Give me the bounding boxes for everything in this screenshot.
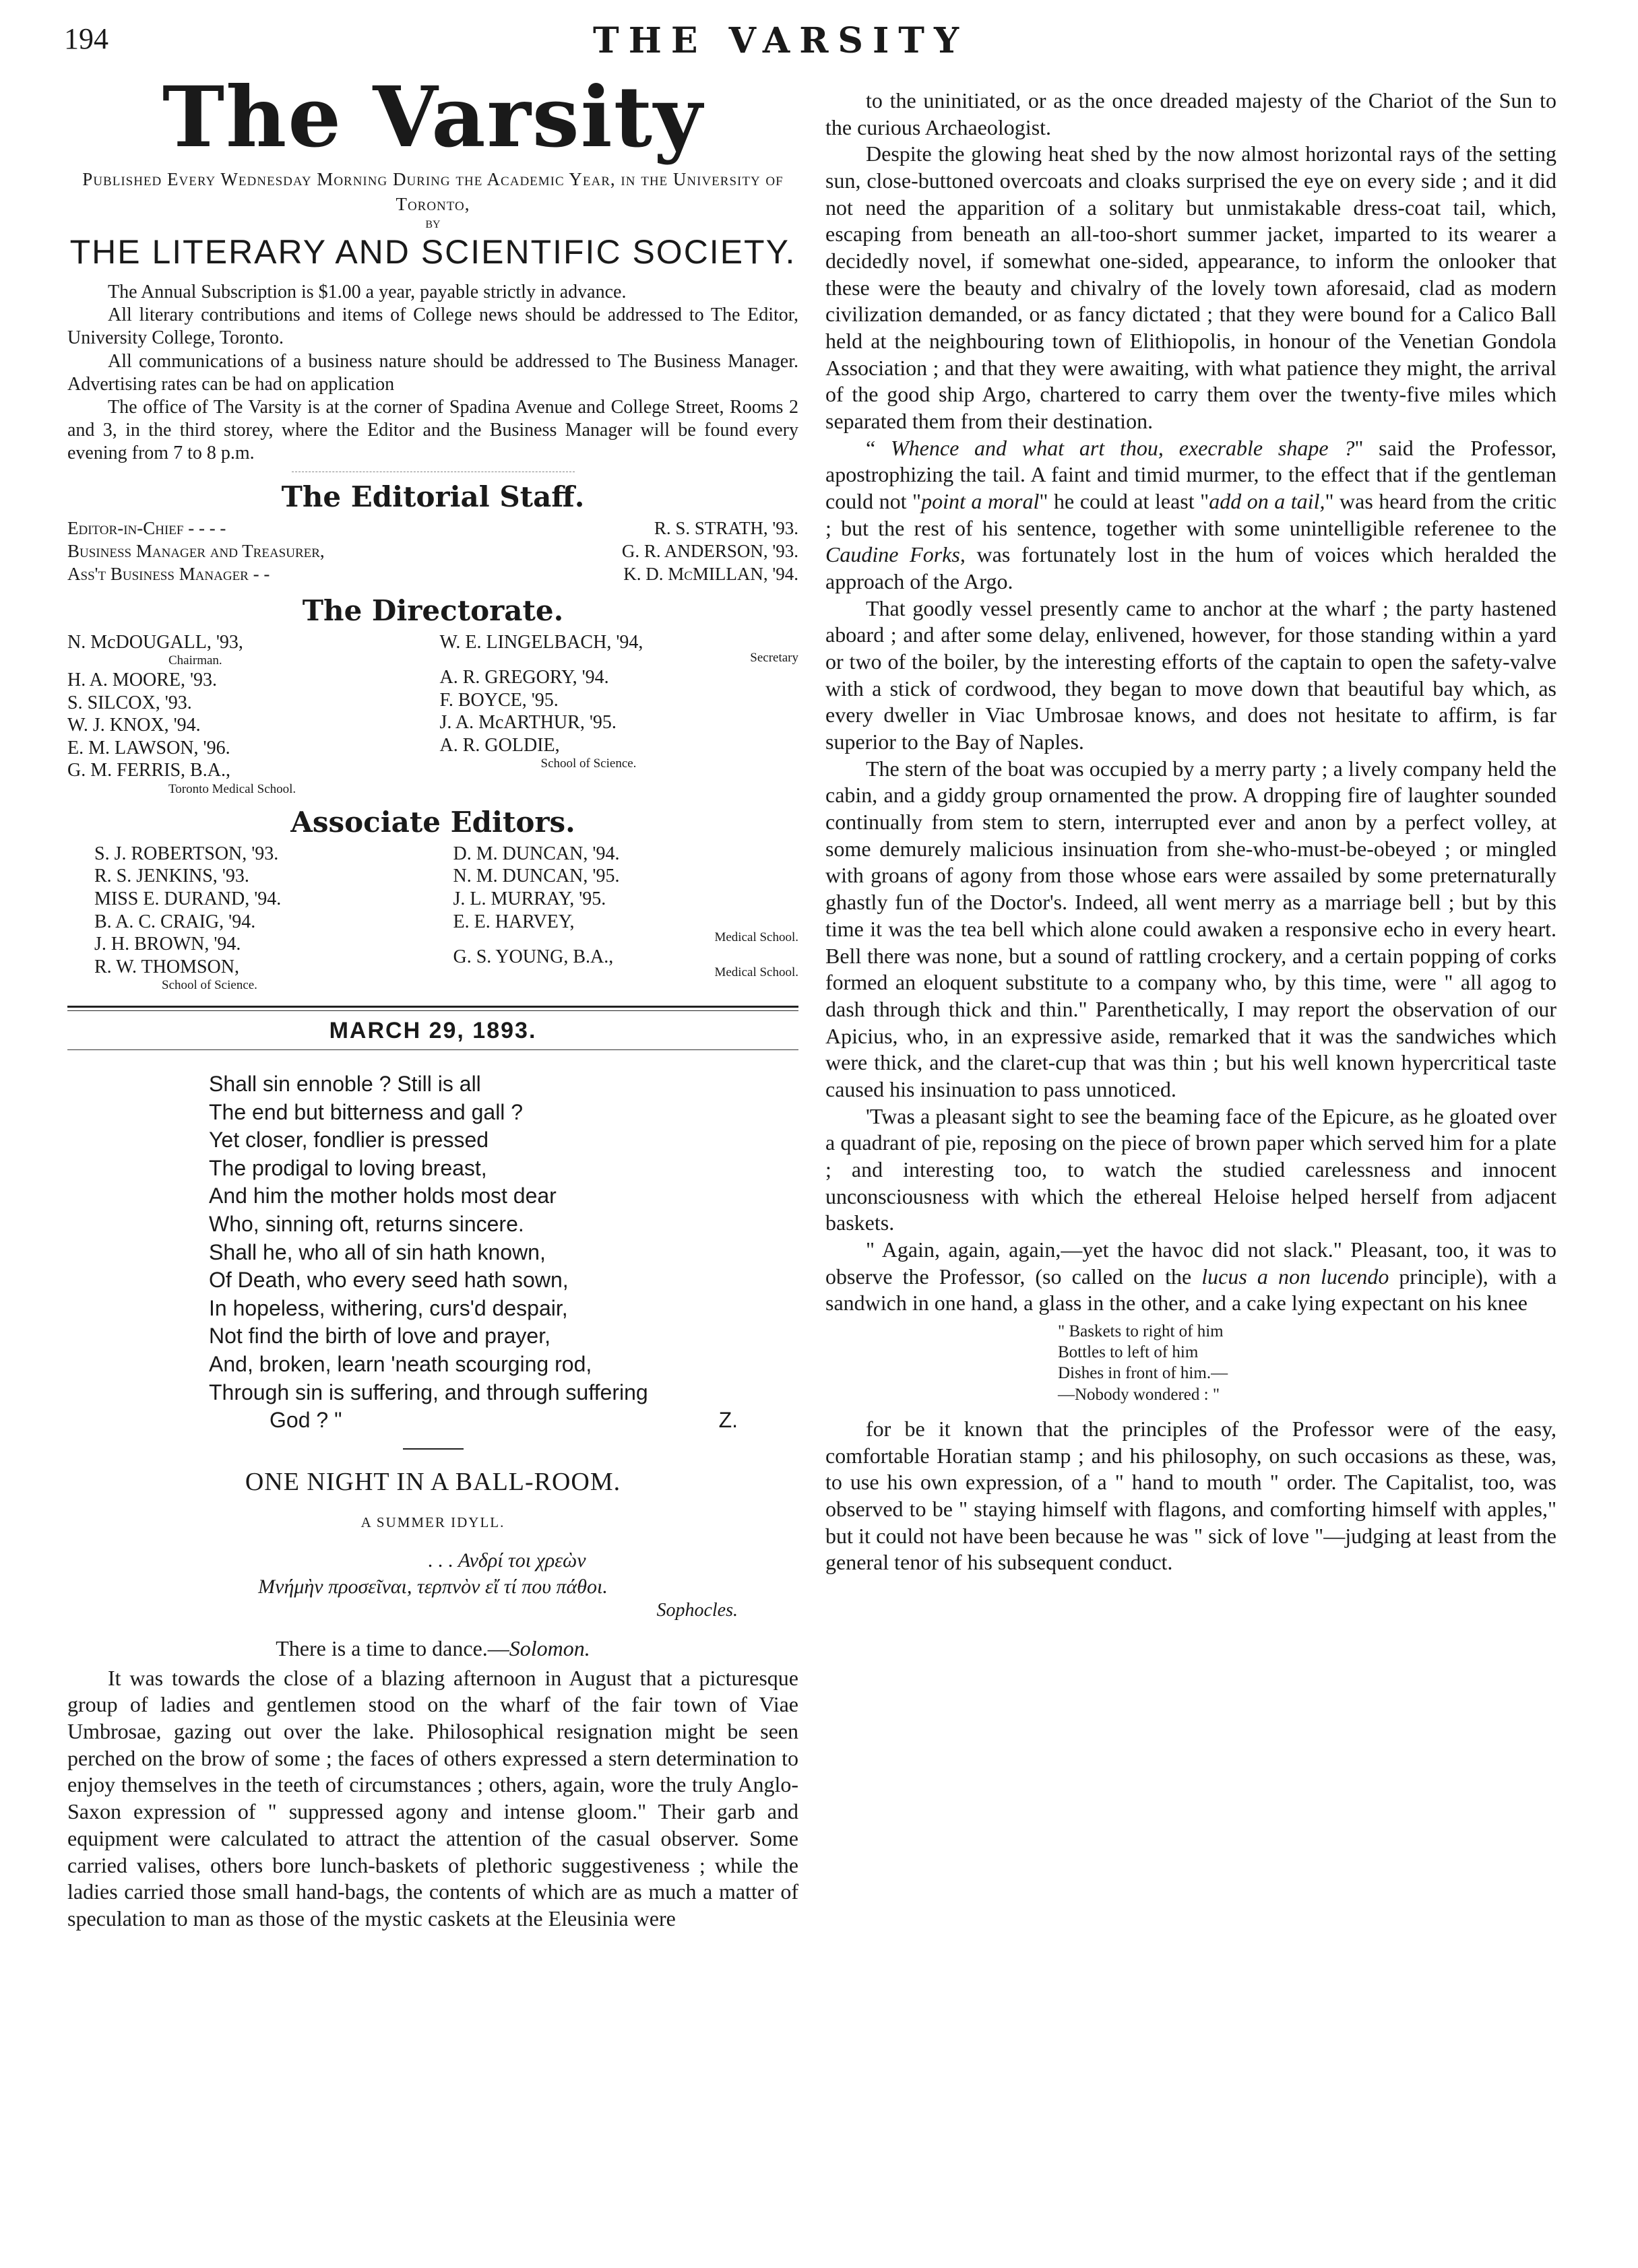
article-paragraph xyxy=(825,1237,1556,1317)
staff-row xyxy=(67,517,798,540)
poem-line: Who, sinning oft, returns sincere. xyxy=(209,1212,524,1237)
associate-left xyxy=(94,843,440,994)
article-paragraph: That goodly vessel presently came to anchor at the wharf ; the party hastened aboard ; and after some delay, enlivened, however, for those standing within a yard or two of the boiler, by the interesting efforts of the captain to open the safety-valve with a stick of cordwood, they began to move down that beautiful bay which, as every dweller in Viac Umbrosae knows, and does not hesitate to affirm, is far superior to the Bay of Naples. xyxy=(825,595,1556,754)
staff-row xyxy=(67,563,798,586)
poem-line: In hopeless, withering, curs'd despair, xyxy=(209,1295,568,1320)
text-run: " said the Professor, apostrophizing the tail. A faint and timid murmer, to the effect that if the gentleman could not " xyxy=(825,435,1557,514)
epigraph-source: Sophocles. xyxy=(656,1599,738,1621)
associate-editors-title: Associate Editors. xyxy=(290,805,575,839)
staff-name: R. S. STRATH, '93. xyxy=(654,518,798,539)
motto-text: There is a time to dance.— xyxy=(276,1635,509,1660)
text-run: " he could at least " xyxy=(1039,489,1209,514)
director-note: Toronto Medical School. xyxy=(168,781,296,796)
verse-line: Dishes in front of him.— xyxy=(1058,1364,1228,1383)
poem-line: And, broken, learn 'neath scourging rod, xyxy=(209,1352,592,1377)
editorial-staff-title: The Editorial Staff. xyxy=(281,480,585,514)
poem-line: Yet closer, fondlier is pressed xyxy=(209,1128,489,1153)
poem-line: The end but bitterness and gall ? xyxy=(209,1099,524,1124)
associate-editor: G. S. YOUNG, B.A., xyxy=(453,946,614,967)
staff-role: Ass't Business Manager - - xyxy=(67,563,270,584)
poem-line: The prodigal to loving breast, xyxy=(209,1155,487,1180)
associate-editor: N. M. DUNCAN, '95. xyxy=(453,866,620,887)
poem-signature: Z. xyxy=(718,1408,738,1433)
text-run: " was heard from the critic ; but the rest of his sentence, together with some unintelligible referenee to the xyxy=(825,489,1557,540)
masthead-title: The Varsity xyxy=(162,69,704,166)
associate-note: Medical School. xyxy=(714,965,798,980)
director-note: Chairman. xyxy=(168,653,222,668)
associate-editor: R. S. JENKINS, '93. xyxy=(94,866,249,887)
article-paragraph: for be it known that the principles of the Professor were of the easy, comfortable Horatian stamp ; and his philosophy, on such occasions as these, was, to use his own expression, of a " hand to mouth " order. The Capitalist, too, was observed to be " staying himself with flagons, and comforting himself with apples," but it could not have been because he was " sick of love "—judging at least from the general tenor of his subsequent conduct. xyxy=(825,1416,1556,1575)
divider xyxy=(403,1448,464,1450)
info-contributions: All literary contributions and items of College news should be addressed to The Editor, University College, Toronto. xyxy=(67,304,798,349)
info-office: The office of The Varsity is at the corner of Spadina Avenue and College Street, Rooms 2 and 3, in the third storey, where the Editor and the Business Manager will be found every evening from 7 to 8 p.m. xyxy=(67,396,798,464)
poem-line: God ? " xyxy=(270,1408,342,1433)
text-run: principle), with a sandwich in one hand, a glass in the other, and a cake lying expectant on his knee xyxy=(825,1264,1557,1316)
greek-epigraph-line: Μνήμὴν προσεῖναι, τερπνὸν εἴ τί που πάθοι. xyxy=(258,1575,608,1598)
director: A. R. GOLDIE, xyxy=(439,734,560,756)
directorate-list xyxy=(67,631,798,798)
article-paragraph: The stern of the boat was occupied by a merry party ; a lively company held the cabin, and a giddy group ornamented the prow. A dropping fire of laughter sounded continually from stem to stern, interrupted ever and anon by a perfect volley, at some demurely malicious insinuation from she-who-must-be-obeyed ; or mingled with groans of agony from those whose ears were assailed by some preternaturally ghastly fun of the Doctor's. Indeed, all went merry as a marriage bell ; but by this time it was the tea bell which alone could awaken a responsive echo in every heart. Bell there was none, but a sound of rattling crockery, and a certain popping of corks formed an eloquent substitute to a company who, by this time, were " all agog to dash through thick and thin." Parenthetically, I may report the observation of our Apicius, who, in an expressive aside, remarked that it was the sandwiches which were thick, and the claret-cup that was thin ; but his well known hypercritical taste caused his insinuation to pass unnoticed. xyxy=(825,756,1556,1101)
quote-italic: Whence and what art thou, execrable shape ? xyxy=(891,435,1355,460)
director: H. A. MOORE, '93. xyxy=(67,669,218,690)
director: F. BOYCE, '95. xyxy=(439,689,559,711)
society-name: THE LITERARY AND SCIENTIFIC SOCIETY. xyxy=(69,233,796,271)
director: W. J. KNOX, '94. xyxy=(67,715,201,736)
poem-line: Of Death, who every seed hath sown, xyxy=(209,1268,569,1293)
director-note: Secretary xyxy=(750,651,798,666)
associate-editor: MISS E. DURAND, '94. xyxy=(94,888,282,909)
director: S. SILCOX, '93. xyxy=(67,692,192,713)
associate-note: School of Science. xyxy=(162,978,257,993)
article-paragraph: Despite the glowing heat shed by the now almost horizontal rays of the setting sun, close-buttoned overcoats and cloaks surprised the eye on every side ; and it did not need the apparition of a solitary but unmistakable dress-coat tail, which, escaping from beneath an all-too-short summer jacket, imparted to its wearer a decidedly novel, if somewhat one-sided, appearance, to inform the onlooker that these were the beauty and chivalry of the lovely town aforesaid, clad as modern civilization demanded, or as fancy dictated ; that they were bound for a Calico Ball held at the neighbouring town of Elithiopolis, in honour of the Venetian Gondola Association ; and that they were awaiting, with what patience they might, the arrival of the good ship Argo, chartered to carry them over the twenty-five miles which separated them from their destination. xyxy=(825,141,1556,434)
directorate-left xyxy=(67,631,427,798)
director: W. E. LINGELBACH, '94, xyxy=(439,631,643,653)
associate-editors-list xyxy=(67,843,798,994)
motto xyxy=(67,1636,798,1661)
poem-line: And him the mother holds most dear xyxy=(209,1184,557,1208)
staff-role: Editor-in-Chief - - - - xyxy=(67,518,226,539)
staff-row xyxy=(67,540,798,563)
directorate-title: The Directorate. xyxy=(302,593,564,627)
quote-italic: point a moral xyxy=(921,489,1040,514)
poem-line: Shall he, who all of sin hath known, xyxy=(209,1239,546,1264)
quote-italic: add on a tail, xyxy=(1209,489,1325,514)
quote-italic: Caudine Forks, xyxy=(825,542,966,567)
staff-name: G. R. ANDERSON, '93. xyxy=(621,541,798,562)
article-title: ONE NIGHT IN A BALL-ROOM. xyxy=(245,1467,621,1496)
article-paragraph: 'Twas a pleasant sight to see the beaming face of the Epicure, as he gloated over a quadrant of pie, reposing on the piece of brown paper which served him for a plate ; and interesting too, to watch the studied carelessness and innocent unconsciousness with which the ethereal Heloise helped herself from adjacent baskets. xyxy=(825,1103,1556,1235)
staff-role: Business Manager and Treasurer, xyxy=(67,541,325,562)
associate-right xyxy=(453,843,799,994)
editorial-staff-list xyxy=(67,517,798,585)
poem xyxy=(67,1070,798,1435)
associate-editor: B. A. C. CRAIG, '94. xyxy=(94,911,256,932)
associate-editor: S. J. ROBERTSON, '93. xyxy=(94,843,279,864)
greek-epigraph-line: . . . Ανδρί τοι χρεὼν xyxy=(428,1549,586,1572)
running-title: THE VARSITY xyxy=(593,20,969,61)
motto-source: Solomon. xyxy=(509,1635,590,1660)
associate-editor: R. W. THOMSON, xyxy=(94,956,239,977)
article-subtitle: A SUMMER IDYLL. xyxy=(360,1514,505,1530)
associate-editor: J. H. BROWN, '94. xyxy=(94,934,241,955)
staff-name: K. D. McMILLAN, '94. xyxy=(623,563,798,584)
poem-line: Through sin is suffering, and through suffering xyxy=(209,1380,648,1404)
verse-quote xyxy=(825,1321,1556,1405)
article-paragraph: to the uninitiated, or as the once dreaded majesty of the Chariot of the Sun to the curious Archaeologist. xyxy=(825,88,1556,139)
date-rule-bottom xyxy=(67,1049,798,1050)
poem-line: Not find the birth of love and prayer, xyxy=(209,1324,550,1349)
text-run: was fortunately lost in the hum of voices which heralded the approach of the Argo. xyxy=(825,542,1557,594)
associate-note: Medical School. xyxy=(714,930,798,945)
director-note: School of Science. xyxy=(540,756,637,771)
date-rule xyxy=(67,1006,798,1011)
associate-editor: E. E. HARVEY, xyxy=(453,911,575,932)
poem-line: Shall sin ennoble ? Still is all xyxy=(209,1072,481,1097)
issue-date: MARCH 29, 1893. xyxy=(329,1018,537,1044)
page-number: 194 xyxy=(64,22,108,55)
verse-line: Bottles to left of him xyxy=(1058,1343,1199,1362)
associate-editor: J. L. MURRAY, '95. xyxy=(453,888,606,909)
by-line: BY xyxy=(425,219,441,231)
publication-info: Published Every Wednesday Morning During the Academic Year, in the University of Toronto, xyxy=(82,169,784,214)
article-paragraph: It was towards the close of a blazing afternoon in August that a picturesque group of ladies and gentlemen stood on the wharf of the fair town of Viae Umbrosae, gazing out over the lake. Philosophical resignation might be seen perched on the brow of some ; the faces of others expressed a stern determination to enjoy themselves in the teeth of circumstances ; others, again, wore the truly Anglo-Saxon expression of " suppressed agony and intense gloom." Their garb and equipment were calculated to attract the attention of the casual observer. Some carried valises, others bore lunch-baskets of plethoric suggestiveness ; while the ladies carried those small hand-bags, the contents of which are as much a matter of speculation to man as those of the mystic caskets at the Eleusinia were xyxy=(67,1665,798,1931)
right-column xyxy=(825,88,1556,1576)
director: J. A. McARTHUR, '95. xyxy=(439,712,617,734)
verse-line: " Baskets to right of him xyxy=(1058,1322,1224,1340)
director: E. M. LAWSON, '96. xyxy=(67,737,230,758)
director: N. McDOUGALL, '93, xyxy=(67,631,243,653)
poem-last-line xyxy=(209,1406,798,1435)
info-business: All communications of a business nature should be addressed to The Business Manager. Advertising rates can be had on application xyxy=(67,350,798,395)
director: A. R. GREGORY, '94. xyxy=(439,666,609,688)
left-column xyxy=(67,69,798,1933)
text-run: " Again, again, again,—yet the havoc did not slack." Pleasant, too, it was to observe the Professor, (so called on the xyxy=(825,1237,1556,1289)
article-paragraph: “ Whence and what art thou, execrable shape ?" said the Professor, apostrophizing the tail. A faint and timid murmer, to the effect that if the gentleman could not "point a moral" he could at least "add on a tail," was heard from the critic ; but the rest of his sentence, together with some unintelligible referenee to the Caudine Forks, was fortunately lost in the hum of voices which heralded the approach of the Argo. xyxy=(825,435,1557,594)
latin-phrase: lucus a non lucendo xyxy=(1201,1264,1389,1289)
associate-editor: D. M. DUNCAN, '94. xyxy=(453,843,620,864)
directorate-right xyxy=(440,631,799,798)
info-subscription: The Annual Subscription is $1.00 a year, payable strictly in advance. xyxy=(108,282,627,303)
director: G. M. FERRIS, B.A., xyxy=(67,760,230,781)
verse-line: —Nobody wondered : " xyxy=(1058,1385,1220,1404)
